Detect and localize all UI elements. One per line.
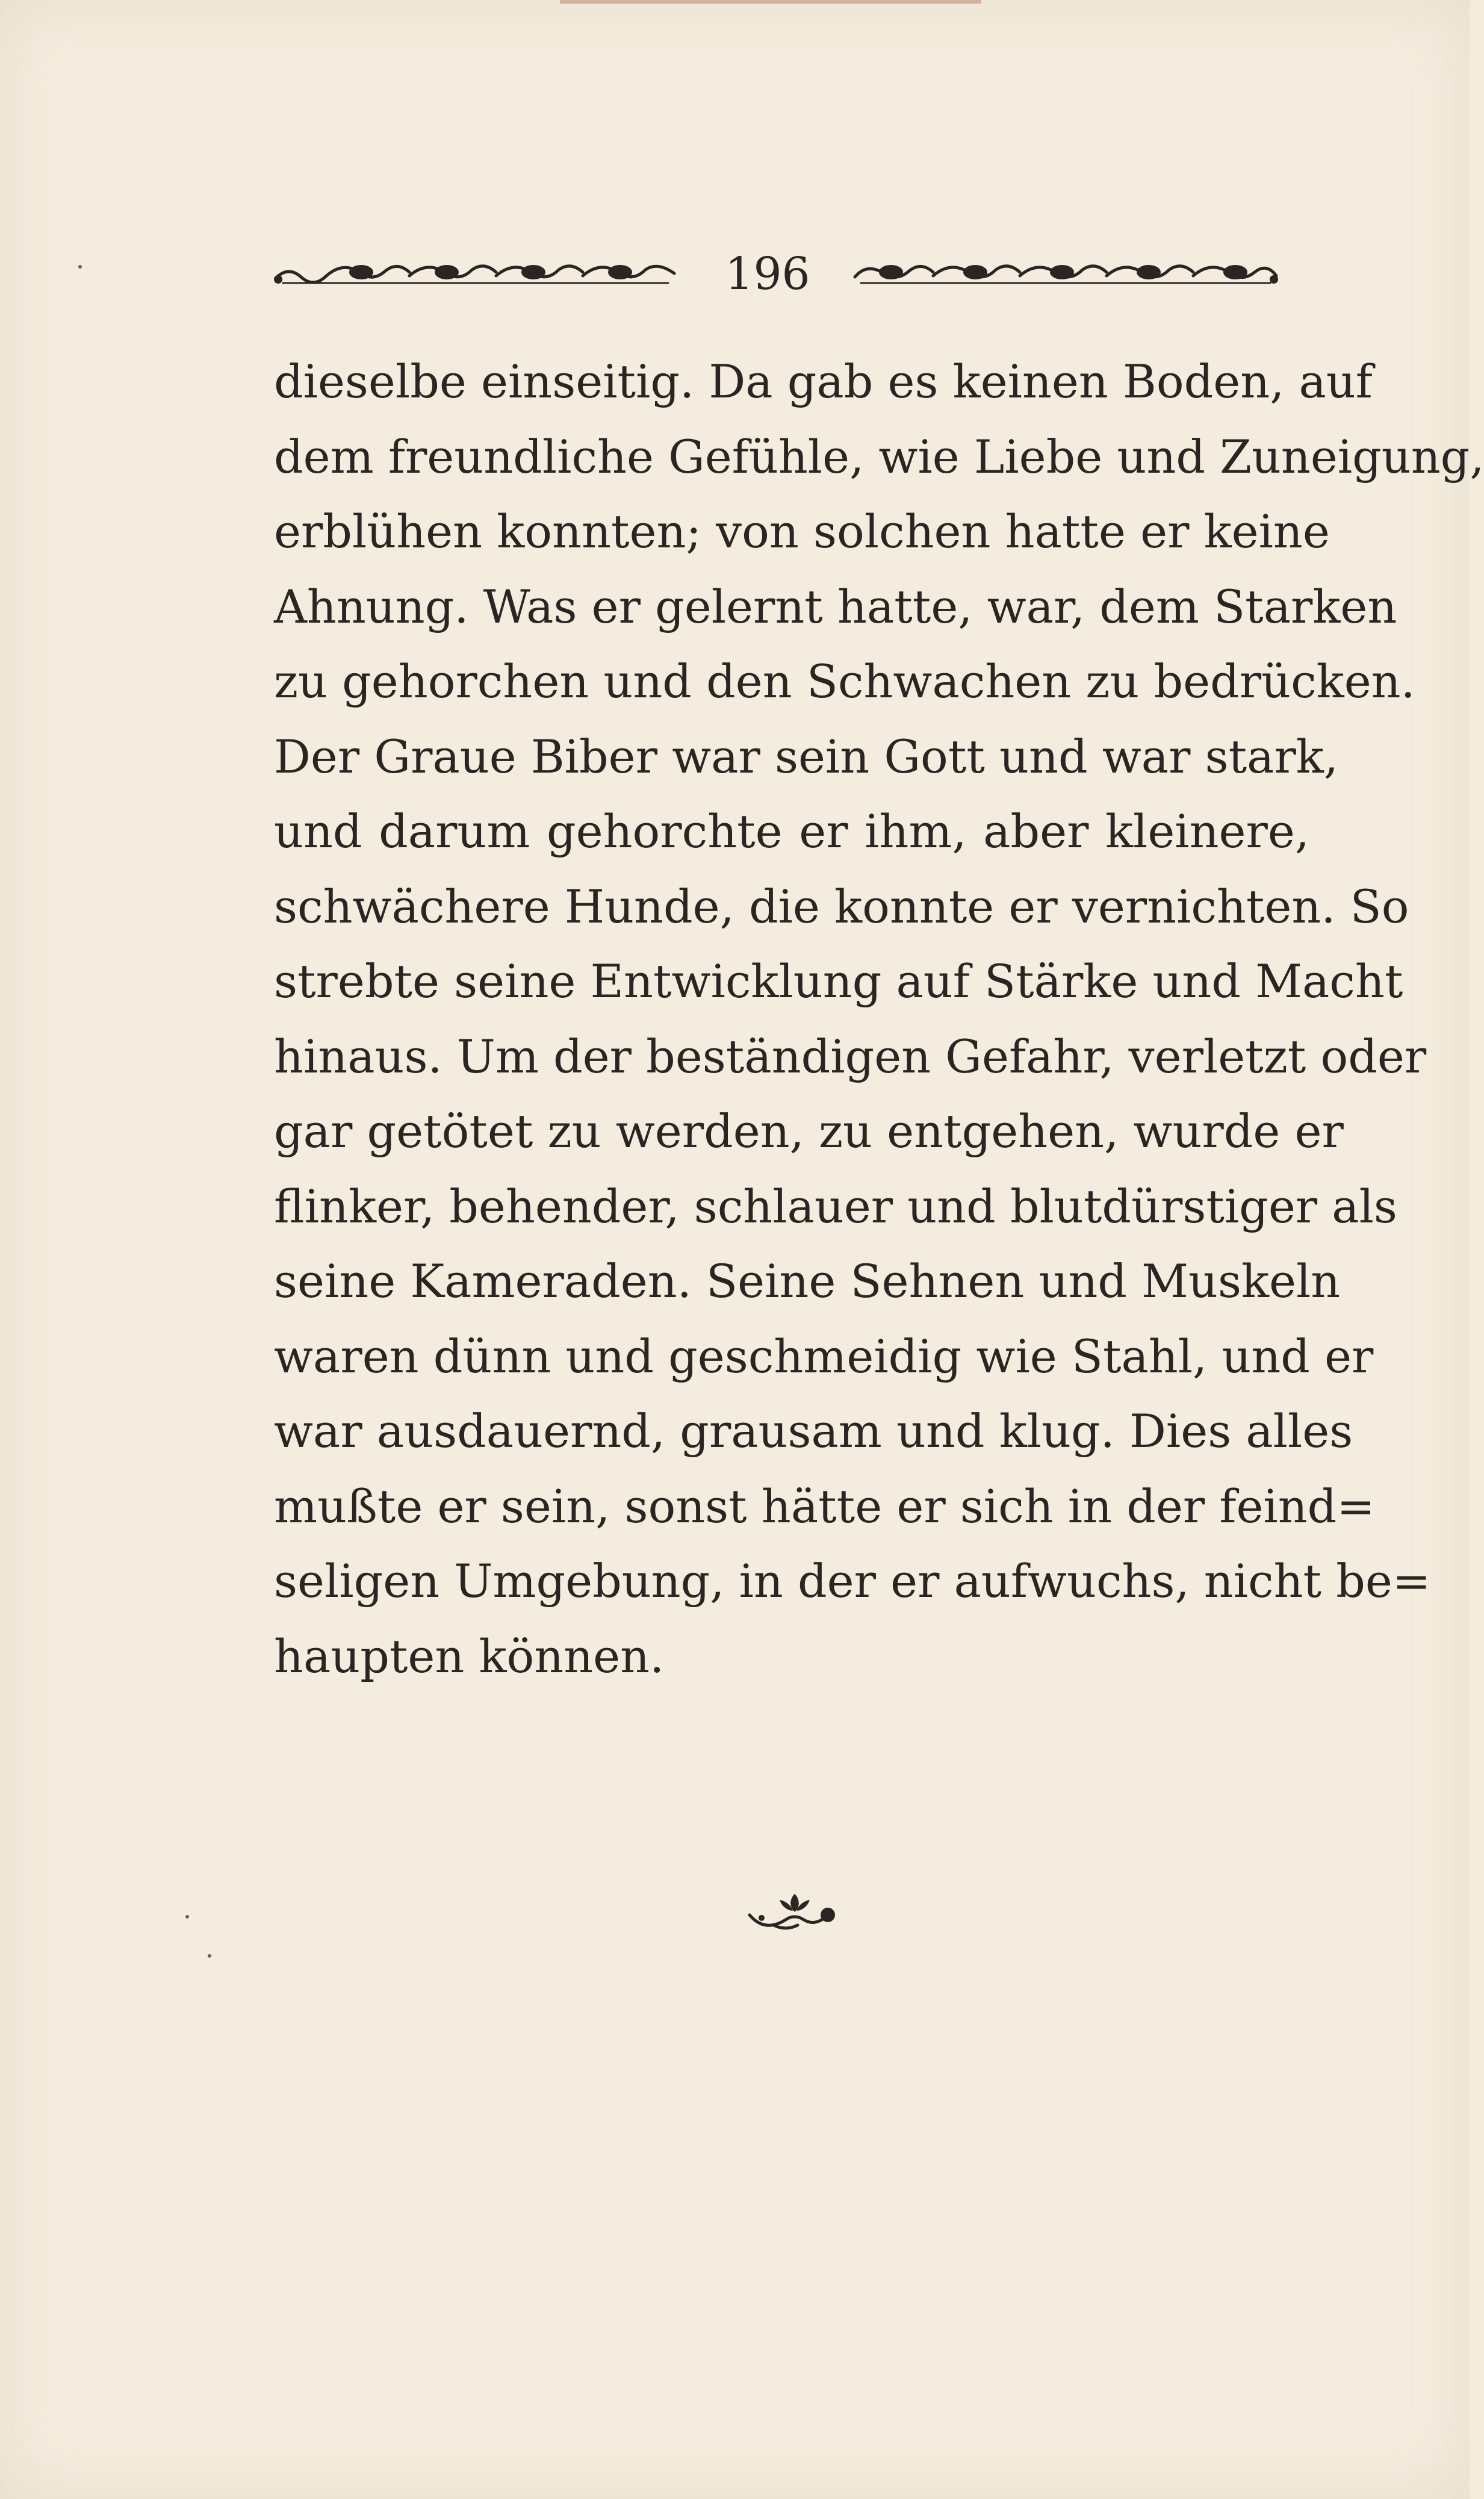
paper-speck (78, 265, 82, 269)
text-line: hinaus. Um der beständigen Gefahr, verletzt oder (274, 1029, 1427, 1083)
text-line: dem freundliche Gefühle, wie Liebe und Zuneigung, (274, 429, 1484, 484)
page-number: 196 (725, 248, 810, 300)
body-text (274, 344, 1484, 1694)
text-line: war ausdauernd, grausam und klug. Dies alles (274, 1404, 1353, 1458)
text-line: und darum gehorchte er ihm, aber kleinere, (274, 804, 1309, 858)
text-line-last: haupten können. (274, 1629, 665, 1683)
text-line: waren dünn und geschmeidig wie Stahl, und er (274, 1329, 1374, 1383)
text-line: flinker, behender, schlauer und blutdürstiger als (274, 1179, 1397, 1233)
paper-speck (185, 1915, 189, 1919)
header-left-scroll-icon (271, 253, 680, 295)
paper-speck (208, 1954, 211, 1958)
header-right-scroll-icon (849, 253, 1282, 295)
text-line: strebte seine Entwicklung auf Stärke und Macht (274, 954, 1403, 1008)
text-line: mußte er sein, sonst hätte er sich in der feind= (274, 1479, 1376, 1533)
text-line: zu gehorchen und den Schwachen zu bedrücken. (274, 655, 1415, 708)
page-top-edge (560, 0, 981, 4)
page-header (271, 241, 1306, 307)
text-line: erblühen konnten; von solchen hatte er keine (274, 505, 1330, 558)
text-line: seligen Umgebung, in der er aufwuchs, nicht be= (274, 1554, 1431, 1608)
text-line: Ahnung. Was er gelernt hatte, war, dem Starken (274, 579, 1397, 633)
text-line: seine Kameraden. Seine Sehnen und Muskeln (274, 1254, 1341, 1308)
text-line: schwächere Hunde, die konnte er vernichten. So (274, 879, 1409, 933)
text-line: Der Graue Biber war sein Gott und war stark, (274, 729, 1339, 783)
text-line: gar getötet zu werden, zu entgehen, wurde er (274, 1104, 1344, 1158)
fleuron-icon (737, 1882, 852, 1942)
text-line: dieselbe einseitig. Da gab es keinen Boden, auf (274, 355, 1373, 408)
